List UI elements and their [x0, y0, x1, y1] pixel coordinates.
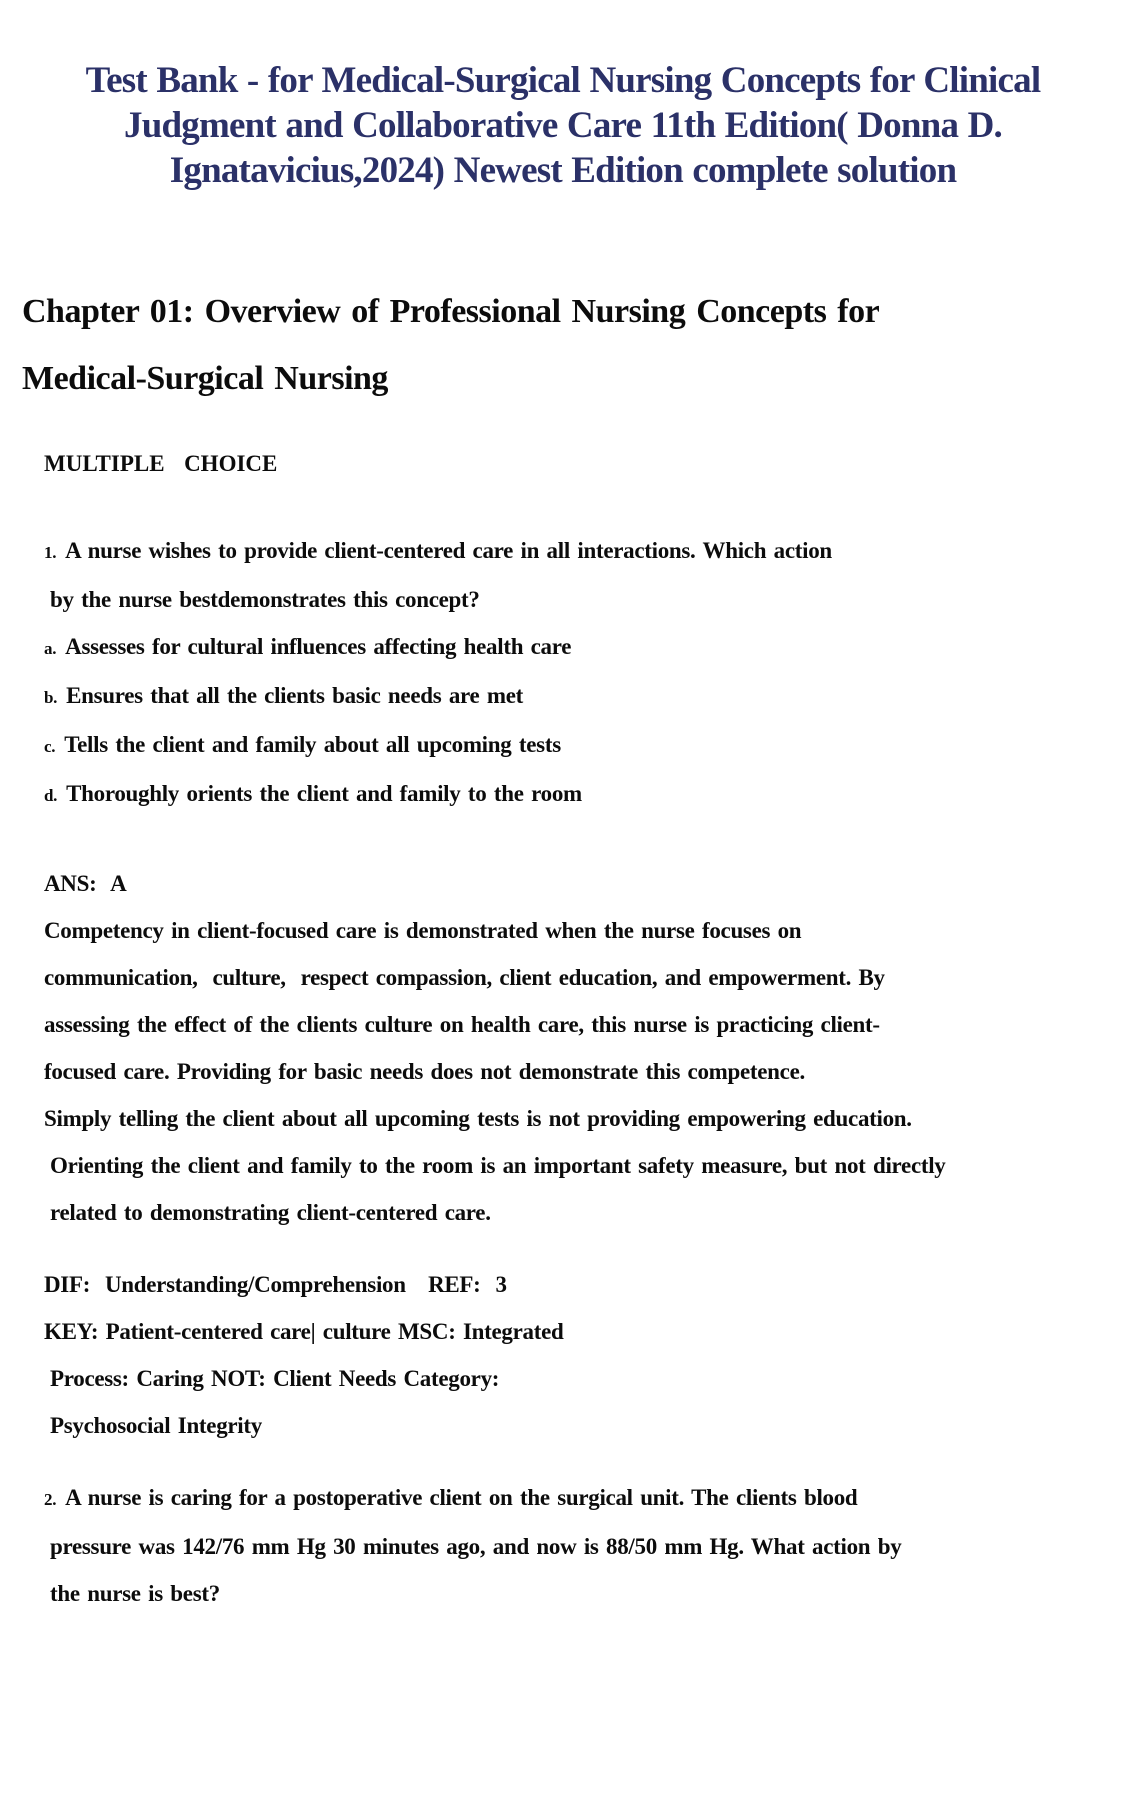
- option-a: [44, 623, 1126, 672]
- question-2-text: A nurse is caring for a postoperative client on the surgical unit. The clients blood: [65, 1485, 858, 1510]
- meta-process-not: Process: Caring NOT: Client Needs Category:: [50, 1366, 500, 1391]
- rationale-line-1: Competency in client-focused care is demonstrated when the nurse focuses on: [44, 918, 802, 943]
- question-1-line-2: by the nurse bestdemonstrates this concept?: [50, 587, 480, 612]
- meta-client-needs: Psychosocial Integrity: [50, 1413, 262, 1438]
- rationale-line-6: Orienting the client and family to the room is an important safety measure, but not directly: [50, 1153, 946, 1178]
- question-1: [44, 527, 1126, 819]
- rationale-line-2: communication, culture, respect compassion, client education, and empowerment. By: [44, 965, 885, 990]
- question-1-line-1: [44, 527, 1126, 576]
- question-2-number: 2.: [44, 1490, 57, 1509]
- question-2-line-3: the nurse is best?: [50, 1581, 220, 1606]
- rationale-line-5: Simply telling the client about all upcoming tests is not providing empowering education.: [44, 1106, 912, 1131]
- rationale-line-4: focused care. Providing for basic needs does not demonstrate this competence.: [44, 1059, 805, 1084]
- option-b-letter: b.: [44, 688, 58, 707]
- question-1-number: 1.: [44, 543, 57, 562]
- question-2-line-2: pressure was 142/76 mm Hg 30 minutes ago, and now is 88/50 mm Hg. What action by: [50, 1534, 902, 1559]
- question-2: [44, 1474, 1126, 1617]
- option-c-letter: c.: [44, 737, 56, 756]
- question-1-metadata: [44, 1261, 1126, 1449]
- option-d: [44, 770, 1126, 819]
- option-a-text: Assesses for cultural influences affecting health care: [65, 634, 572, 659]
- rationale-line-3: assessing the effect of the clients culture on health care, this nurse is practicing client-: [44, 1012, 880, 1037]
- document-title-line-1: Test Bank - for Medical-Surgical Nursing Concepts for Clinical: [85, 60, 1041, 101]
- option-c-text: Tells the client and family about all upcoming tests: [64, 732, 561, 757]
- answer-label: ANS: A: [44, 871, 127, 896]
- option-c: [44, 721, 1126, 770]
- answer-block: [44, 860, 1126, 1236]
- document-title-line-3: Ignatavicius,2024) Newest Edition complete solution: [169, 150, 957, 191]
- option-b: [44, 672, 1126, 721]
- option-a-letter: a.: [44, 639, 57, 658]
- meta-dif-ref: DIF: Understanding/Comprehension REF: 3: [44, 1272, 507, 1297]
- question-2-line-1: [44, 1474, 1126, 1523]
- chapter-heading-line-1: Chapter 01: Overview of Professional Nursing Concepts for: [22, 293, 880, 330]
- section-label-multiple-choice: MULTIPLE CHOICE: [44, 451, 278, 476]
- option-d-text: Thoroughly orients the client and family to the room: [66, 781, 582, 806]
- option-b-text: Ensures that all the clients basic needs are met: [66, 683, 524, 708]
- question-1-text: A nurse wishes to provide client-centered care in all interactions. Which action: [65, 538, 832, 563]
- meta-key-msc: KEY: Patient-centered care| culture MSC: Integrated: [44, 1319, 564, 1344]
- chapter-heading-line-2: Medical-Surgical Nursing: [22, 360, 388, 397]
- document-title-line-2: Judgment and Collaborative Care 11th Edition( Donna D.: [124, 105, 1002, 146]
- option-d-letter: d.: [44, 786, 58, 805]
- document-title: [0, 58, 1126, 193]
- chapter-heading: [22, 278, 1126, 412]
- rationale-line-7: related to demonstrating client-centered care.: [50, 1200, 491, 1225]
